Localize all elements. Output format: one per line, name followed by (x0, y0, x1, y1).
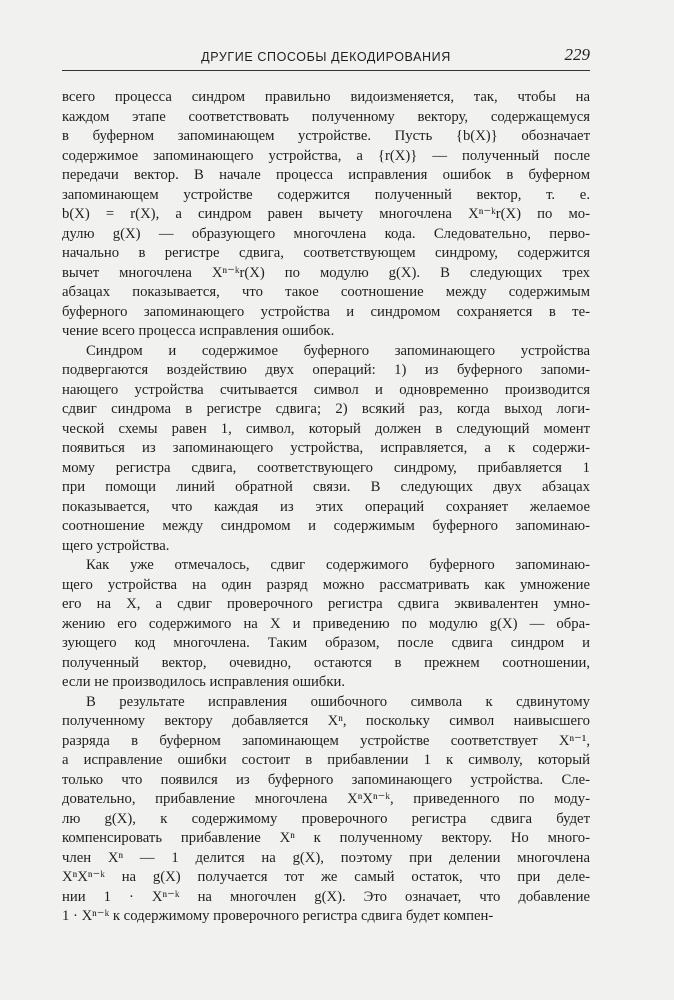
text-line: член Xⁿ — 1 делится на g(X), поэтому при делении многочлена (62, 849, 590, 866)
text-line: зующего код многочлена. Таким образом, после сдвига синдром и (62, 635, 590, 651)
text-line: ческой схемы равен 1, символ, который должен в следующий момент (62, 420, 590, 437)
text-line: нающего устройства считывается символ и одновременно производится (62, 381, 590, 398)
text-line: подвергаются воздействию двух операций: 1) из буферного запоми- (62, 362, 590, 378)
text-line: при помощи линий обратной связи. В следующих двух абзацах (62, 479, 590, 495)
header-rule (62, 70, 590, 71)
text-line: довательно, прибавление многочлена XⁿXⁿ⁻ᵏ, приведенного по моду- (62, 791, 590, 807)
text-line: В результате исправления ошибочного символа к сдвинутому (86, 693, 590, 710)
text-line: каждом этапе соответствовать полученному вектору, содержащемуся (62, 108, 590, 125)
text-line: щего устройства. (62, 537, 170, 554)
text-line: сдвиг синдрома в регистре сдвига; 2) всякий раз, когда выход логи- (62, 401, 590, 417)
text-line: начально в регистре сдвига, соответствующем синдрому, содержится (62, 245, 590, 261)
text-line: буферного запоминающего устройства и синдромом сохраняется в те- (62, 303, 590, 320)
paragraph-2 (62, 342, 590, 557)
text-line: 1 · Xⁿ⁻ᵏ к содержимому проверочного регистра сдвига будет компен- (62, 908, 494, 924)
running-header (62, 45, 590, 70)
page-number: 229 (564, 45, 590, 64)
paragraph-1 (62, 88, 590, 342)
text-line: полученный вектор, очевидно, остаются в прежнем соотношении, (62, 654, 590, 671)
text-line: его на X, а сдвиг проверочного регистра сдвига эквивалентен умно- (62, 596, 590, 612)
text-line: а исправление ошибки состоит в прибавлении 1 к символу, который (62, 752, 590, 768)
text-line: разряда в буферном запоминающем устройстве соответствует Xⁿ⁻¹, (62, 732, 590, 749)
text-line: содержимое запоминающего устройства, а {r(X)} — полученный после (62, 147, 590, 164)
text-line: компенсировать прибавление Xⁿ к полученному вектору. Но много- (62, 830, 590, 846)
chapter-title: ДРУГИЕ СПОСОБЫ ДЕКОДИРОВАНИЯ (201, 50, 451, 64)
text-line: b(X) = r(X), а синдром равен вычету многочлена Xⁿ⁻ᵏr(X) по мо- (62, 206, 590, 222)
page-body (62, 88, 590, 927)
text-line: лю g(X), к содержимому проверочного регистра сдвига будет (62, 810, 590, 827)
text-line: абзацах показывается, что такое соотношение между содержимым (62, 284, 590, 300)
text-line: передачи вектор. В начале процесса исправления ошибок в буферном (62, 167, 590, 183)
paragraph-4 (62, 693, 590, 927)
text-line: вычет многочлена Xⁿ⁻ᵏr(X) по модулю g(X). В следующих трех (62, 264, 590, 281)
paragraph-3 (62, 556, 590, 693)
text-line: Как уже отмечалось, сдвиг содержимого буферного запоминаю- (86, 557, 590, 573)
text-line: щего устройства на один разряд можно рассматривать как умножение (62, 576, 590, 593)
text-line: запоминающем устройстве содержится полученный вектор, т. е. (62, 186, 590, 203)
text-line: полученному вектору добавляется Xⁿ, поскольку символ наивысшего (62, 713, 590, 729)
text-line: мому регистра сдвига, соответствующего синдрому, прибавляется 1 (62, 459, 590, 476)
text-line: XⁿXⁿ⁻ᵏ на g(X) получается тот же самый остаток, что при деле- (62, 869, 590, 885)
text-line: соотношение между синдромом и содержимым буферного запоминаю- (62, 518, 590, 534)
text-line: нии 1 · Xⁿ⁻ᵏ на многочлен g(X). Это означает, что добавление (62, 888, 590, 905)
text-line: только что появился из буферного запоминающего устройства. Сле- (62, 771, 590, 788)
text-line: показывается, что каждая из этих операций сохраняет желаемое (62, 498, 590, 515)
text-line: Синдром и содержимое буферного запоминающего устройства (86, 342, 590, 359)
text-line: если не производилось исправления ошибки. (62, 674, 346, 690)
text-line: всего процесса синдром правильно видоизменяется, так, чтобы на (62, 89, 590, 105)
text-line: жению его содержимого на X и приведению по модулю g(X) — обра- (62, 615, 590, 632)
text-line: появиться из запоминающего устройства, исправляется, а к содержи- (62, 440, 590, 456)
text-line: чение всего процесса исправления ошибок. (62, 323, 335, 339)
text-line: в буферном запоминающем устройстве. Пусть {b(X)} обозначает (62, 128, 590, 144)
text-line: дулю g(X) — образующего многочлена кода. Следовательно, перво- (62, 225, 590, 242)
